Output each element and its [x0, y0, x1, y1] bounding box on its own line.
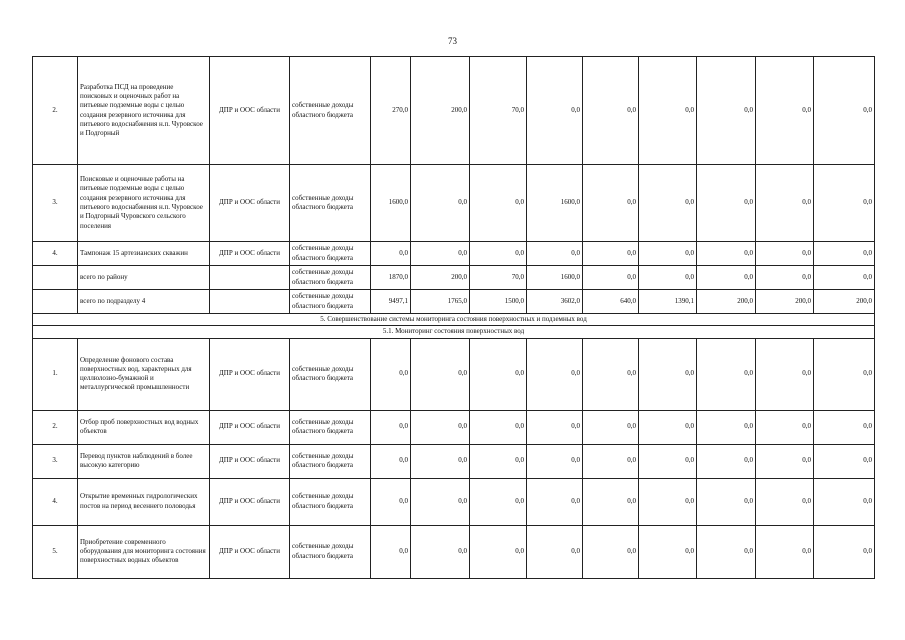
amount-cell: 0,0 [527, 410, 583, 444]
row-number [33, 290, 78, 314]
section-subtitle: 5.1. Мониторинг состояния поверхностных вод [33, 326, 875, 338]
amount-cell: 0,0 [470, 165, 527, 242]
amount-cell: 0,0 [470, 410, 527, 444]
funding-source: собственные доходы областного бюджета [290, 165, 371, 242]
table-row [33, 338, 875, 410]
amount-cell: 1600,0 [371, 165, 411, 242]
amount-cell: 270,0 [371, 57, 411, 165]
amount-cell: 0,0 [814, 165, 875, 242]
amount-cell: 0,0 [639, 338, 697, 410]
amount-cell: 0,0 [697, 57, 756, 165]
activity-name: всего по району [78, 266, 210, 290]
amount-cell: 0,0 [697, 478, 756, 525]
row-number: 1. [33, 338, 78, 410]
amount-cell: 70,0 [470, 266, 527, 290]
activity-name: всего по подразделу 4 [78, 290, 210, 314]
rows-top [33, 57, 875, 314]
amount-cell: 0,0 [697, 266, 756, 290]
amount-cell: 0,0 [697, 338, 756, 410]
funding-source: собственные доходы областного бюджета [290, 525, 371, 578]
row-number: 4. [33, 242, 78, 266]
row-number: 4. [33, 478, 78, 525]
amount-cell: 0,0 [814, 242, 875, 266]
amount-cell: 0,0 [756, 410, 814, 444]
amount-cell: 0,0 [583, 525, 639, 578]
funding-source: собственные доходы областного бюджета [290, 290, 371, 314]
table-row [33, 410, 875, 444]
amount-cell: 0,0 [639, 57, 697, 165]
amount-cell: 200,0 [411, 266, 470, 290]
section-header-group [33, 314, 875, 339]
table-row [33, 444, 875, 478]
amount-cell: 0,0 [583, 478, 639, 525]
amount-cell: 0,0 [583, 444, 639, 478]
amount-cell: 0,0 [470, 444, 527, 478]
row-number: 5. [33, 525, 78, 578]
amount-cell: 0,0 [371, 338, 411, 410]
executor: ДПР и ООС области [210, 410, 290, 444]
executor [210, 266, 290, 290]
amount-cell: 200,0 [697, 290, 756, 314]
section-title-row [33, 314, 875, 326]
amount-cell: 200,0 [411, 57, 470, 165]
amount-cell: 640,0 [583, 290, 639, 314]
executor: ДПР и ООС области [210, 444, 290, 478]
amount-cell: 0,0 [639, 444, 697, 478]
executor: ДПР и ООС области [210, 242, 290, 266]
amount-cell: 0,0 [371, 242, 411, 266]
amount-cell: 1765,0 [411, 290, 470, 314]
amount-cell: 0,0 [470, 478, 527, 525]
amount-cell: 0,0 [697, 410, 756, 444]
activity-name: Тампонаж 15 артезианских скважин [78, 242, 210, 266]
activity-name: Разработка ПСД на проведение поисковых и оценочных работ на питьевые подземные воды с целью создания резервного источника для питьевого водоснабжения н.п. Чуровское и Подгорный [78, 57, 210, 165]
amount-cell: 0,0 [470, 525, 527, 578]
amount-cell: 70,0 [470, 57, 527, 165]
amount-cell: 0,0 [583, 165, 639, 242]
amount-cell: 0,0 [814, 444, 875, 478]
executor: ДПР и ООС области [210, 478, 290, 525]
amount-cell: 0,0 [527, 242, 583, 266]
amount-cell: 0,0 [583, 338, 639, 410]
section-subtitle-row [33, 326, 875, 338]
amount-cell: 0,0 [639, 410, 697, 444]
amount-cell: 0,0 [371, 478, 411, 525]
amount-cell: 0,0 [470, 242, 527, 266]
section-title: 5. Совершенствование системы мониторинга состояния поверхностных и подземных вод [33, 314, 875, 326]
row-number [33, 266, 78, 290]
amount-cell: 1500,0 [470, 290, 527, 314]
amount-cell: 0,0 [371, 410, 411, 444]
amount-cell: 0,0 [756, 242, 814, 266]
amount-cell: 0,0 [814, 266, 875, 290]
row-number: 2. [33, 410, 78, 444]
amount-cell: 0,0 [756, 338, 814, 410]
amount-cell: 1390,1 [639, 290, 697, 314]
activity-name: Перевод пунктов наблюдений в более высокую категорию [78, 444, 210, 478]
amount-cell: 0,0 [639, 478, 697, 525]
amount-cell: 0,0 [527, 525, 583, 578]
amount-cell: 0,0 [639, 165, 697, 242]
amount-cell: 0,0 [527, 57, 583, 165]
amount-cell: 1600,0 [527, 165, 583, 242]
amount-cell: 0,0 [756, 478, 814, 525]
activity-name: Приобретение современного оборудования для мониторинга состояния поверхностных водных объектов [78, 525, 210, 578]
amount-cell: 0,0 [411, 444, 470, 478]
amount-cell: 0,0 [527, 338, 583, 410]
table-row [33, 165, 875, 242]
activity-name: Определение фонового состава поверхностных вод, характерных для целлюлозно-бумажной и металлургической промышленности [78, 338, 210, 410]
amount-cell: 200,0 [814, 290, 875, 314]
activity-name: Открытие временных гидрологических постов на период весеннего половодья [78, 478, 210, 525]
amount-cell: 0,0 [371, 525, 411, 578]
budget-table [32, 56, 875, 579]
amount-cell: 0,0 [697, 444, 756, 478]
table-row [33, 266, 875, 290]
row-number: 2. [33, 57, 78, 165]
amount-cell: 1600,0 [527, 266, 583, 290]
amount-cell: 0,0 [583, 410, 639, 444]
funding-source: собственные доходы областного бюджета [290, 57, 371, 165]
funding-source: собственные доходы областного бюджета [290, 444, 371, 478]
amount-cell: 200,0 [756, 290, 814, 314]
row-number: 3. [33, 165, 78, 242]
amount-cell: 0,0 [583, 242, 639, 266]
amount-cell: 0,0 [697, 525, 756, 578]
amount-cell: 0,0 [639, 525, 697, 578]
amount-cell: 0,0 [583, 57, 639, 165]
amount-cell: 0,0 [411, 338, 470, 410]
table-row [33, 525, 875, 578]
executor: ДПР и ООС области [210, 57, 290, 165]
funding-source: собственные доходы областного бюджета [290, 242, 371, 266]
amount-cell: 0,0 [756, 525, 814, 578]
amount-cell: 0,0 [814, 410, 875, 444]
executor: ДПР и ООС области [210, 525, 290, 578]
amount-cell: 0,0 [639, 266, 697, 290]
amount-cell: 0,0 [697, 242, 756, 266]
table-row [33, 290, 875, 314]
table-row [33, 478, 875, 525]
amount-cell: 0,0 [411, 165, 470, 242]
amount-cell: 0,0 [756, 57, 814, 165]
amount-cell: 0,0 [411, 242, 470, 266]
amount-cell: 1870,0 [371, 266, 411, 290]
amount-cell: 0,0 [814, 478, 875, 525]
executor [210, 290, 290, 314]
funding-source: собственные доходы областного бюджета [290, 410, 371, 444]
amount-cell: 0,0 [814, 525, 875, 578]
executor: ДПР и ООС области [210, 165, 290, 242]
amount-cell: 0,0 [756, 266, 814, 290]
amount-cell: 0,0 [697, 165, 756, 242]
amount-cell: 0,0 [411, 478, 470, 525]
amount-cell: 0,0 [527, 478, 583, 525]
table-row [33, 242, 875, 266]
amount-cell: 0,0 [583, 266, 639, 290]
page-number: 73 [448, 36, 457, 46]
amount-cell: 0,0 [756, 444, 814, 478]
amount-cell: 0,0 [470, 338, 527, 410]
executor: ДПР и ООС области [210, 338, 290, 410]
amount-cell: 9497,1 [371, 290, 411, 314]
amount-cell: 0,0 [527, 444, 583, 478]
amount-cell: 0,0 [756, 165, 814, 242]
amount-cell: 0,0 [814, 338, 875, 410]
amount-cell: 0,0 [814, 57, 875, 165]
amount-cell: 0,0 [411, 410, 470, 444]
funding-source: собственные доходы областного бюджета [290, 266, 371, 290]
amount-cell: 0,0 [371, 444, 411, 478]
amount-cell: 0,0 [411, 525, 470, 578]
funding-source: собственные доходы областного бюджета [290, 338, 371, 410]
funding-source: собственные доходы областного бюджета [290, 478, 371, 525]
row-number: 3. [33, 444, 78, 478]
activity-name: Отбор проб поверхностных вод водных объектов [78, 410, 210, 444]
table-row [33, 57, 875, 165]
activity-name: Поисковые и оценочные работы на питьевые подземные воды с целью создания резервного источника для питьевого водоснабжения н.п. Чуровское и Подгорный Чуровского сельского поселения [78, 165, 210, 242]
amount-cell: 3602,0 [527, 290, 583, 314]
amount-cell: 0,0 [639, 242, 697, 266]
rows-bottom [33, 338, 875, 578]
